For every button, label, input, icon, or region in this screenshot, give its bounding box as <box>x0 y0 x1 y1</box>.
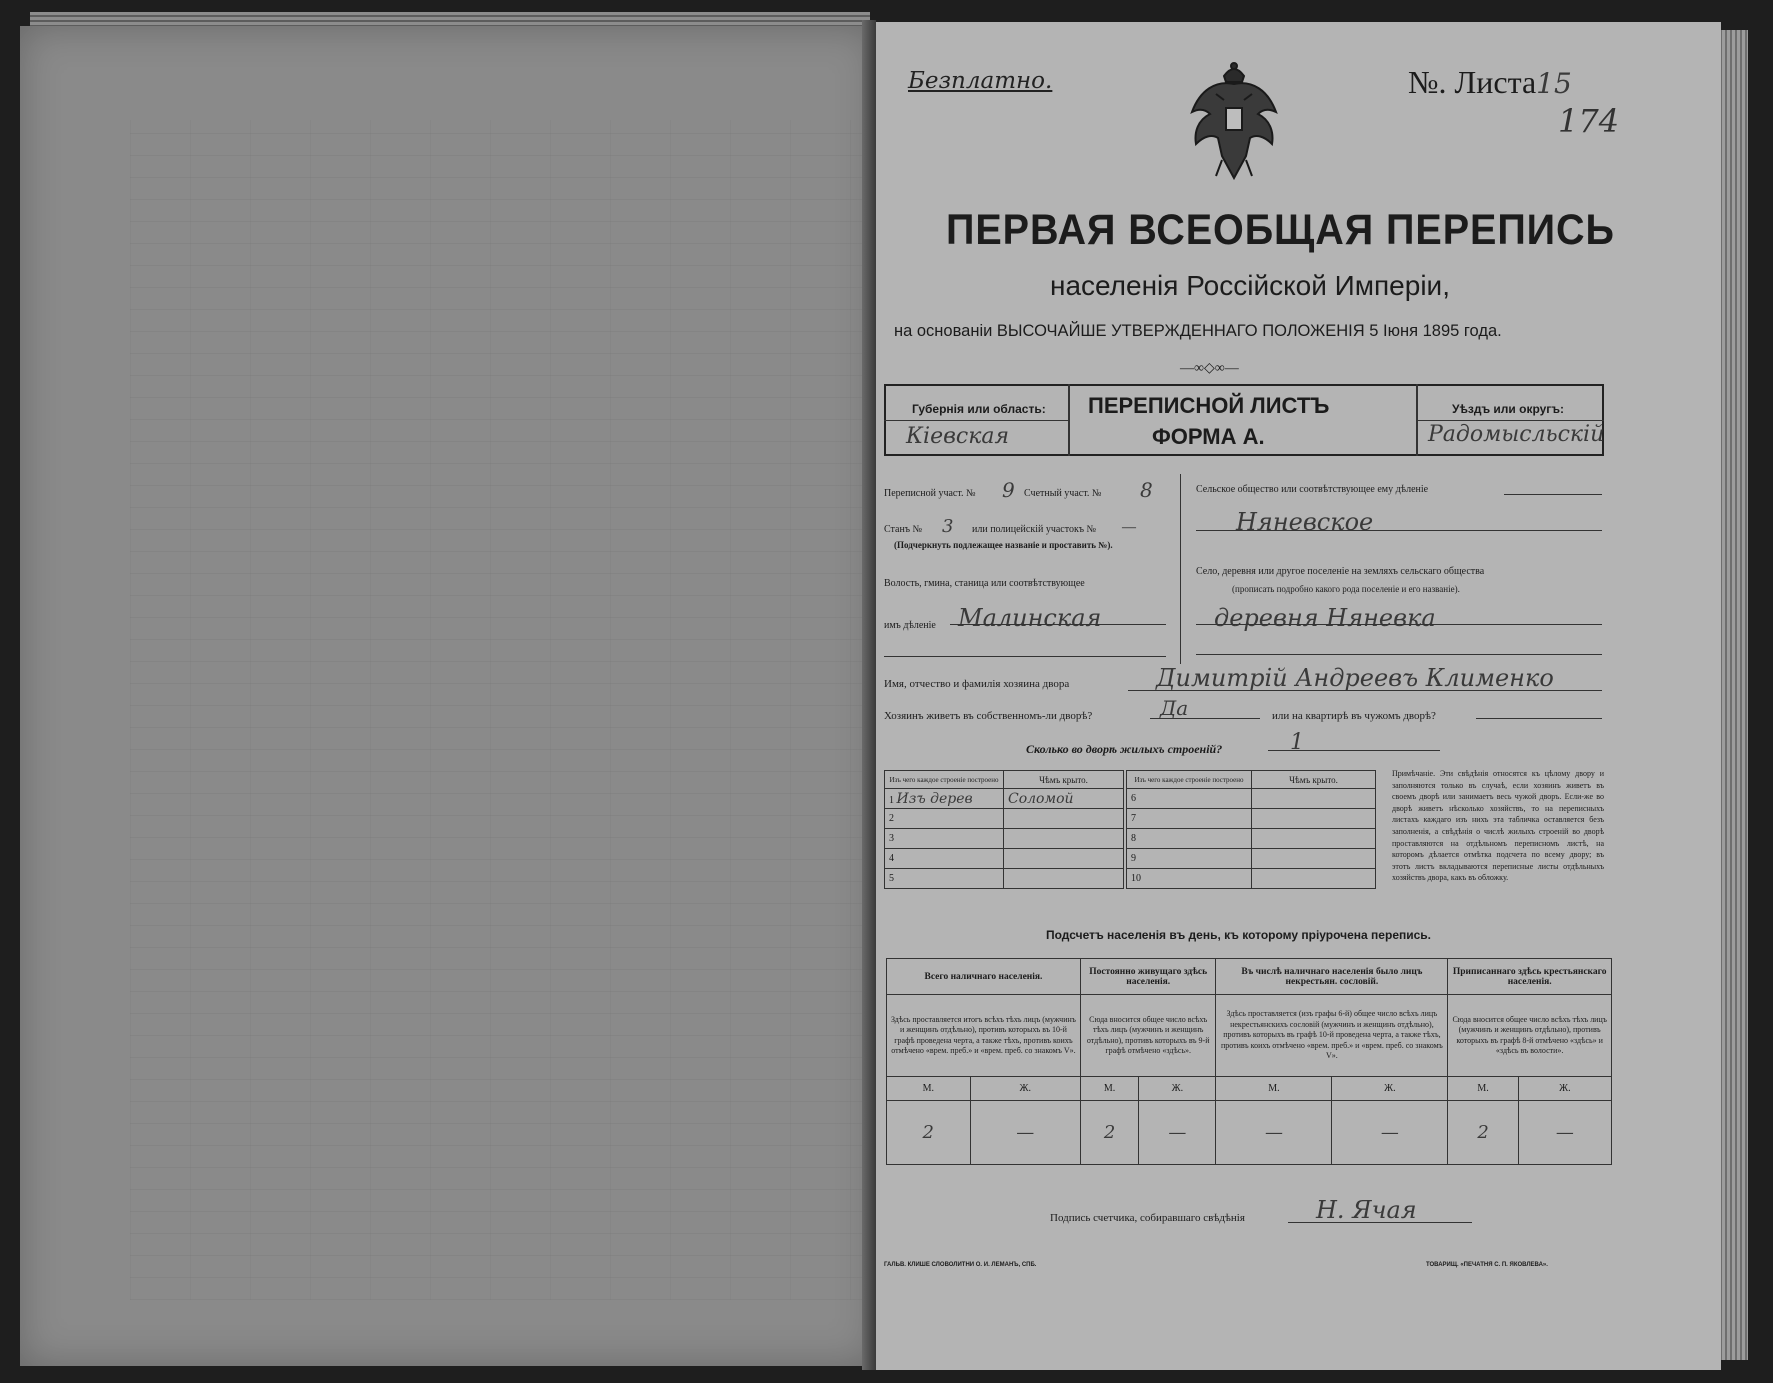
summary-desc-permanent: Сюда вносится общее число всѣхъ тѣхъ лицъ (мужчинъ и женщинъ отдѣльно), противъ которыхъ въ 9-й графѣ отмѣчено «здѣсь». <box>1080 995 1216 1077</box>
permanent-f-value: — <box>1139 1101 1216 1165</box>
table-row: 6 <box>1127 789 1376 809</box>
ascribed-m-value: 2 <box>1448 1101 1519 1165</box>
society-label: Сельское общество или соотвѣтствующее ему дѣленіе <box>1196 484 1429 495</box>
divider <box>884 656 1166 657</box>
form-title: ПЕРЕПИСНОЙ ЛИСТЪ <box>1088 393 1330 418</box>
district-label: Уѣздъ или округъ: <box>1452 402 1565 416</box>
divider <box>1150 718 1260 719</box>
ornament-divider: —∞◇∞— <box>1180 361 1239 376</box>
divider <box>1504 494 1602 495</box>
buildings-table-right <box>1126 770 1376 889</box>
footer-right: ТОВАРИЩ. «ПЕЧАТНЯ С. П. ЯКОВЛЕВА». <box>1426 1262 1548 1268</box>
census-subtitle: населенія Россійской Имперіи, <box>1050 270 1450 301</box>
census-title: ПЕРВАЯ ВСЕОБЩАЯ ПЕРЕПИСЬ <box>946 206 1615 254</box>
table-row: 8 <box>1127 829 1376 849</box>
owner-name-value: Димитрій Андреевъ Клименко <box>1156 664 1554 692</box>
divider <box>1196 654 1602 655</box>
rent-label: или на квартирѣ въ чужомъ дворѣ? <box>1272 710 1436 722</box>
buildings-label: Сколько во дворѣ жилыхъ строеній? <box>1026 742 1223 756</box>
volost-label: Волость, гмина, станица или соотвѣтствующее <box>884 578 1085 589</box>
village-note: (прописать подробно какого рода поселеніе и его названіе). <box>1232 584 1460 594</box>
police-value: — <box>1122 520 1136 535</box>
free-label: Безплатно. <box>908 68 1053 94</box>
total-f-value: — <box>970 1101 1080 1165</box>
table-row: 10 <box>1127 869 1376 889</box>
buildings-value: 1 <box>1290 730 1304 755</box>
divider <box>1476 718 1602 719</box>
stan-label: Станъ № <box>884 524 923 535</box>
material-value: Изъ дерев <box>896 790 973 807</box>
divider <box>1288 1222 1472 1223</box>
province-label: Губернія или область: <box>912 402 1046 416</box>
f-header: Ж. <box>970 1077 1080 1101</box>
divider <box>884 420 1068 421</box>
noncrest-f-value: — <box>1332 1101 1448 1165</box>
signature-value: Н. Ячая <box>1316 1196 1417 1224</box>
count-district-label: Счетный участ. № <box>1024 488 1102 499</box>
m-header: М. <box>1216 1077 1332 1101</box>
volost-label-2: имъ дѣленіе <box>884 620 936 631</box>
divider <box>1196 530 1602 531</box>
divider <box>1268 750 1440 751</box>
census-basis: на основаніи ВЫСОЧАЙШЕ УТВЕРЖДЕННАГО ПОЛОЖЕНІЯ 5 Іюня 1895 года. <box>894 322 1502 340</box>
summary-desc-total: Здѣсь проставляется итогъ всѣхъ тѣхъ лицъ (мужчинъ и женщинъ отдѣльно), противъ которыхъ въ 10-й графѣ проведена черта, а также тѣхъ, противъ коихъ отмѣчено «врем. преб.» и «врем. преб. со знакомъ V». <box>887 995 1081 1077</box>
col-roof-2: Чѣмъ крыто. <box>1252 771 1376 789</box>
divider <box>1416 420 1604 421</box>
note-text: Примѣчаніе. Эти свѣдѣнія относятся къ цѣлому двору и заполняются только въ случаѣ, если хозяинъ живетъ въ своемъ дворѣ или занимаетъ весь чужой дворъ. Если-же во дворѣ живетъ нѣсколько хозяйствъ, то на переписныхъ листахъ каждаго изъ нихъ эта табличка оставляется безъ заполненія, а свѣдѣнія о числѣ жилыхъ строеній во дворѣ проставляются на отдѣльномъ переписномъ листѣ, на которомъ дѣлается отмѣтка подсчета по всему двору; въ этотъ листъ вкладываются переписные листы отдѣльныхъ хозяйствъ двора, какъ въ обложку. <box>1392 769 1604 883</box>
owner-name-label: Имя, отчество и фамилія хозяина двора <box>884 678 1070 690</box>
divider <box>950 624 1166 625</box>
footer-left: ГАЛЬВ. КЛИШЕ СЛОВОЛИТНИ О. И. ЛЕМАНЪ, СПБ. <box>884 1262 1037 1268</box>
summary-title: Подсчетъ населенія въ день, къ которому пріурочена перепись. <box>1046 928 1431 942</box>
province-value: Кіевская <box>906 424 1010 449</box>
police-label: или полицейскій участокъ № <box>972 524 1097 535</box>
col-material-2: Изъ чего каждое строеніе построено <box>1127 771 1252 789</box>
m-header: М. <box>1080 1077 1138 1101</box>
table-row: 4 <box>885 849 1124 869</box>
summary-header-total: Всего наличнаго населенія. <box>887 959 1081 995</box>
table-row: 1 Изъ дерев Соломой <box>885 789 1124 809</box>
archive-number: 174 <box>1558 102 1620 140</box>
own-yard-label: Хозяинъ живетъ въ собственномъ-ли дворѣ? <box>884 710 1093 722</box>
summary-header-ascribed: Приписаннаго здѣсь крестьянскаго населенія. <box>1448 959 1612 995</box>
underline-note: (Подчеркнуть подлежащее названіе и проставить №). <box>894 540 1113 550</box>
imperial-eagle-emblem <box>1186 60 1282 186</box>
summary-desc-ascribed: Сюда вносится общее число всѣхъ тѣхъ лицъ (мужчинъ и женщинъ отдѣльно), противъ которыхъ въ графѣ 8-й отмѣчено «здѣсь» и «здѣсь въ волости». <box>1448 995 1612 1077</box>
signature-label: Подпись счетчика, собиравшаго свѣдѣнія <box>1050 1212 1245 1224</box>
summary-header-noncrest: Въ числѣ наличнаго населенія было лицъ некрестьян. сословій. <box>1216 959 1448 995</box>
f-header: Ж. <box>1332 1077 1448 1101</box>
village-label: Село, деревня или другое поселеніе на земляхъ сельскаго общества <box>1196 566 1485 577</box>
table-row: 3 <box>885 829 1124 849</box>
table-row: 7 <box>1127 809 1376 829</box>
sheet-number-value: 15 <box>1536 67 1572 100</box>
divider <box>1068 384 1070 456</box>
volost-value: Малинская <box>958 604 1102 632</box>
census-district-label: Переписной участ. № <box>884 488 976 499</box>
permanent-m-value: 2 <box>1080 1101 1138 1165</box>
sheet-number-label: №. Листа15 <box>1408 64 1572 100</box>
ascribed-f-value: — <box>1518 1101 1611 1165</box>
book-gutter <box>862 20 876 1370</box>
own-yard-value: Да <box>1160 696 1189 720</box>
col-material: Изъ чего каждое строеніе построено <box>885 771 1004 789</box>
table-row: 5 <box>885 869 1124 889</box>
village-value: деревня Няневка <box>1214 604 1436 632</box>
table-row: 9 <box>1127 849 1376 869</box>
district-value: Радомысльскій <box>1428 422 1605 447</box>
count-district-value: 8 <box>1140 478 1153 502</box>
form-subtitle: ФОРМА А. <box>1152 424 1265 449</box>
buildings-table-left <box>884 770 1124 889</box>
table-row: 2 <box>885 809 1124 829</box>
society-value: Няневское <box>1236 508 1374 536</box>
stan-value: 3 <box>942 516 954 537</box>
f-header: Ж. <box>1518 1077 1611 1101</box>
divider <box>1180 474 1181 664</box>
summary-header-permanent: Постоянно живущаго здѣсь населенія. <box>1080 959 1216 995</box>
left-page-bleedthrough-grid <box>130 120 876 1300</box>
census-district-value: 9 <box>1002 478 1015 502</box>
total-m-value: 2 <box>887 1101 971 1165</box>
f-header: Ж. <box>1139 1077 1216 1101</box>
divider <box>1128 690 1602 691</box>
col-roof: Чѣмъ крыто. <box>1004 771 1124 789</box>
roof-value: Соломой <box>1004 789 1124 809</box>
summary-table <box>886 958 1612 1165</box>
m-header: М. <box>1448 1077 1519 1101</box>
m-header: М. <box>887 1077 971 1101</box>
noncrest-m-value: — <box>1216 1101 1332 1165</box>
summary-desc-noncrest: Здѣсь проставляется (изъ графы 6-й) общее число всѣхъ лицъ некрестьянскихъ сословій (мужчинъ и женщинъ отдѣльно), противъ которыхъ въ графѣ 10-й проведена черта, а также тѣхъ, противъ коихъ отмѣчено «врем. преб.» и «врем. преб. со знакомъ V». <box>1216 995 1448 1077</box>
divider <box>1196 624 1602 625</box>
